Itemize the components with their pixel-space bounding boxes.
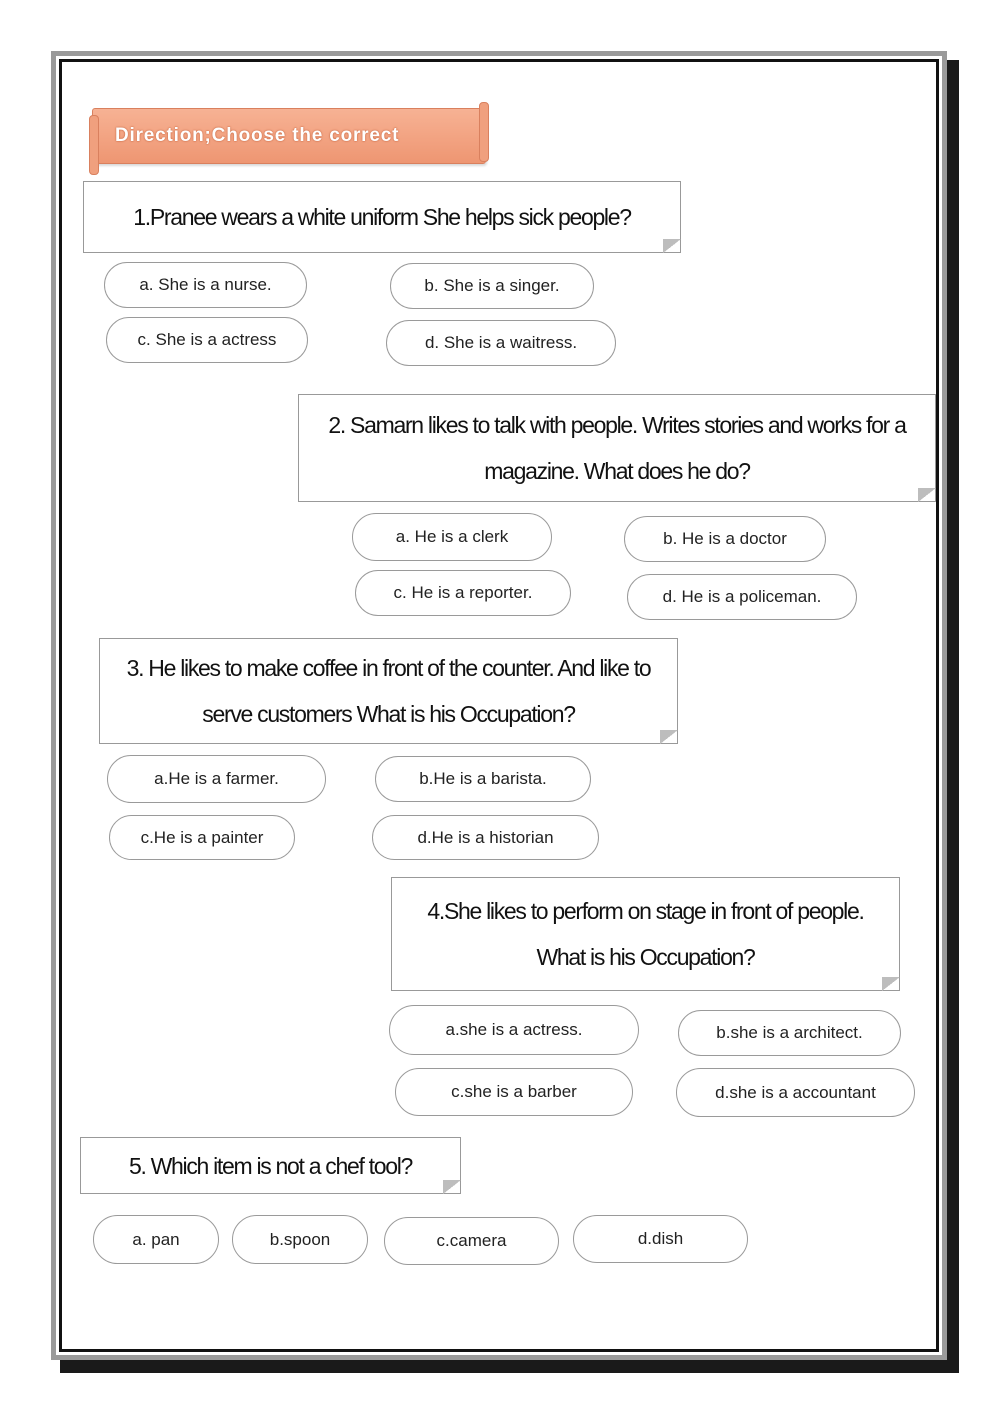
q5-option-c[interactable]: c.camera (384, 1217, 559, 1265)
q2-option-b[interactable]: b. He is a doctor (624, 516, 826, 562)
q3-option-d[interactable]: d.He is a historian (372, 815, 599, 860)
q3-option-c[interactable]: c.He is a painter (109, 815, 295, 860)
question-3-text-line1: 3. He likes to make coffee in front of the counter. And like to (126, 655, 651, 681)
question-5-box (80, 1137, 461, 1194)
question-4-box (391, 877, 900, 991)
q3-option-b[interactable]: b.He is a barista. (375, 756, 591, 802)
question-2-text-line2: magazine. What does he do? (484, 458, 750, 484)
q4-option-d[interactable]: d.she is a accountant (676, 1068, 915, 1117)
question-4-text-line1: 4.She likes to perform on stage in front of people. (427, 898, 864, 924)
q1-option-a[interactable]: a. She is a nurse. (104, 262, 307, 308)
q5-option-b[interactable]: b.spoon (232, 1215, 368, 1264)
direction-text: Direction;Choose the correct (115, 125, 400, 146)
question-1-box (83, 181, 681, 253)
question-2-text-line1: 2. Samarn likes to talk with people. Writes stories and works for a (328, 412, 906, 438)
question-3-box (99, 638, 678, 744)
q1-option-b[interactable]: b. She is a singer. (390, 263, 594, 309)
q3-option-a[interactable]: a.He is a farmer. (107, 755, 326, 803)
question-2-box (298, 394, 936, 502)
q4-option-b[interactable]: b.she is a architect. (678, 1010, 901, 1056)
q1-option-d[interactable]: d. She is a waitress. (386, 320, 616, 366)
q4-option-c[interactable]: c.she is a barber (395, 1068, 633, 1116)
question-4-text-line2: What is his Occupation? (536, 944, 755, 970)
direction-banner (92, 108, 486, 164)
question-5-text: 5. Which item is not a chef tool? (128, 1152, 413, 1179)
q2-option-d[interactable]: d. He is a policeman. (627, 574, 857, 620)
q5-option-d[interactable]: d.dish (573, 1215, 748, 1263)
q2-option-c[interactable]: c. He is a reporter. (355, 570, 571, 616)
q1-option-c[interactable]: c. She is a actress (106, 317, 308, 363)
q4-option-a[interactable]: a.she is a actress. (389, 1005, 639, 1055)
q5-option-a[interactable]: a. pan (93, 1215, 219, 1264)
question-1-text: 1.Pranee wears a white uniform She helps sick people? (133, 204, 631, 230)
q2-option-a[interactable]: a. He is a clerk (352, 513, 552, 561)
question-3-text-line2: serve customers What is his Occupation? (202, 701, 575, 727)
